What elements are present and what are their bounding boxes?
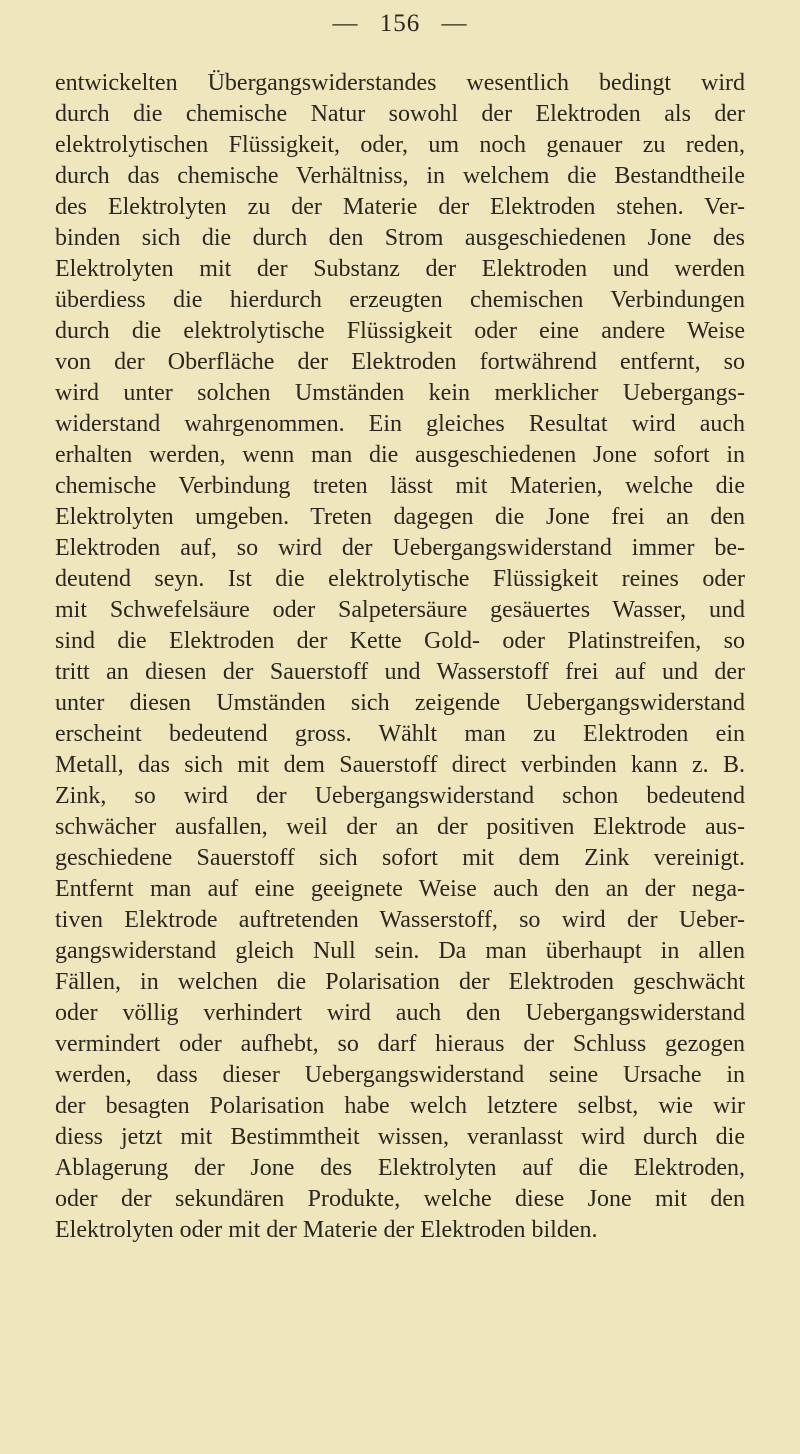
text-line: durch die elektrolytische Flüssigkeit oder eine andere Weise	[55, 318, 745, 344]
text-line: tiven Elektrode auftretenden Wasserstoff, so wird der Ueber-	[55, 907, 745, 933]
text-line: schwächer ausfallen, weil der an der positiven Elektrode aus-	[55, 814, 745, 840]
body-paragraph	[55, 68, 745, 1246]
text-line: oder völlig verhindert wird auch den Uebergangswiderstand	[55, 1000, 745, 1026]
text-line: durch die chemische Natur sowohl der Elektroden als der	[55, 101, 745, 127]
text-line: deutend seyn. Ist die elektrolytische Flüssigkeit reines oder	[55, 566, 745, 592]
text-line: werden, dass dieser Uebergangswiderstand seine Ursache in	[55, 1062, 745, 1088]
text-line: der besagten Polarisation habe welch letztere selbst, wie wir	[55, 1093, 745, 1119]
text-line: Elektrolyten oder mit der Materie der Elektroden bilden.	[55, 1217, 598, 1243]
text-line: elektrolytischen Flüssigkeit, oder, um noch genauer zu reden,	[55, 132, 745, 158]
text-line: überdiess die hierdurch erzeugten chemischen Verbindungen	[55, 287, 745, 313]
text-line: oder der sekundären Produkte, welche diese Jone mit den	[55, 1186, 745, 1212]
text-line: wird unter solchen Umständen kein merklicher Uebergangs-	[55, 380, 745, 406]
text-line: widerstand wahrgenommen. Ein gleiches Resultat wird auch	[55, 411, 745, 437]
text-line: Ablagerung der Jone des Elektrolyten auf die Elektroden,	[55, 1155, 745, 1181]
text-line: Zink, so wird der Uebergangswiderstand schon bedeutend	[55, 783, 745, 809]
text-line: binden sich die durch den Strom ausgeschiedenen Jone des	[55, 225, 745, 251]
text-line: Elektrolyten mit der Substanz der Elektroden und werden	[55, 256, 745, 282]
text-line: Elektroden auf, so wird der Uebergangswiderstand immer be-	[55, 535, 745, 561]
text-line: diess jetzt mit Bestimmtheit wissen, veranlasst wird durch die	[55, 1124, 745, 1150]
text-line: entwickelten Übergangswiderstandes wesentlich bedingt wird	[55, 70, 745, 96]
text-line: geschiedene Sauerstoff sich sofort mit dem Zink vereinigt.	[55, 845, 745, 871]
text-line: chemische Verbindung treten lässt mit Materien, welche die	[55, 473, 745, 499]
text-line: von der Oberfläche der Elektroden fortwährend entfernt, so	[55, 349, 745, 375]
text-line: unter diesen Umständen sich zeigende Uebergangswiderstand	[55, 690, 745, 716]
header-dash-left: —	[332, 10, 359, 37]
page-number: 156	[379, 10, 421, 37]
text-line: gangswiderstand gleich Null sein. Da man überhaupt in allen	[55, 938, 745, 964]
text-line: erhalten werden, wenn man die ausgeschiedenen Jone sofort in	[55, 442, 745, 468]
text-line: erscheint bedeutend gross. Wählt man zu Elektroden ein	[55, 721, 745, 747]
text-line: Entfernt man auf eine geeignete Weise auch den an der nega-	[55, 876, 745, 902]
text-line: des Elektrolyten zu der Materie der Elektroden stehen. Ver-	[55, 194, 745, 220]
text-line: vermindert oder aufhebt, so darf hieraus der Schluss gezogen	[55, 1031, 745, 1057]
text-line: sind die Elektroden der Kette Gold- oder Platinstreifen, so	[55, 628, 745, 654]
text-line: Fällen, in welchen die Polarisation der Elektroden geschwächt	[55, 969, 745, 995]
text-line: Metall, das sich mit dem Sauerstoff direct verbinden kann z. B.	[55, 752, 745, 778]
page-header	[0, 10, 800, 38]
text-line: mit Schwefelsäure oder Salpetersäure gesäuertes Wasser, und	[55, 597, 745, 623]
text-line: tritt an diesen der Sauerstoff und Wasserstoff frei auf und der	[55, 659, 745, 685]
text-line: durch das chemische Verhältniss, in welchem die Bestandtheile	[55, 163, 745, 189]
text-line: Elektrolyten umgeben. Treten dagegen die Jone frei an den	[55, 504, 745, 530]
header-dash-right: —	[441, 10, 468, 37]
